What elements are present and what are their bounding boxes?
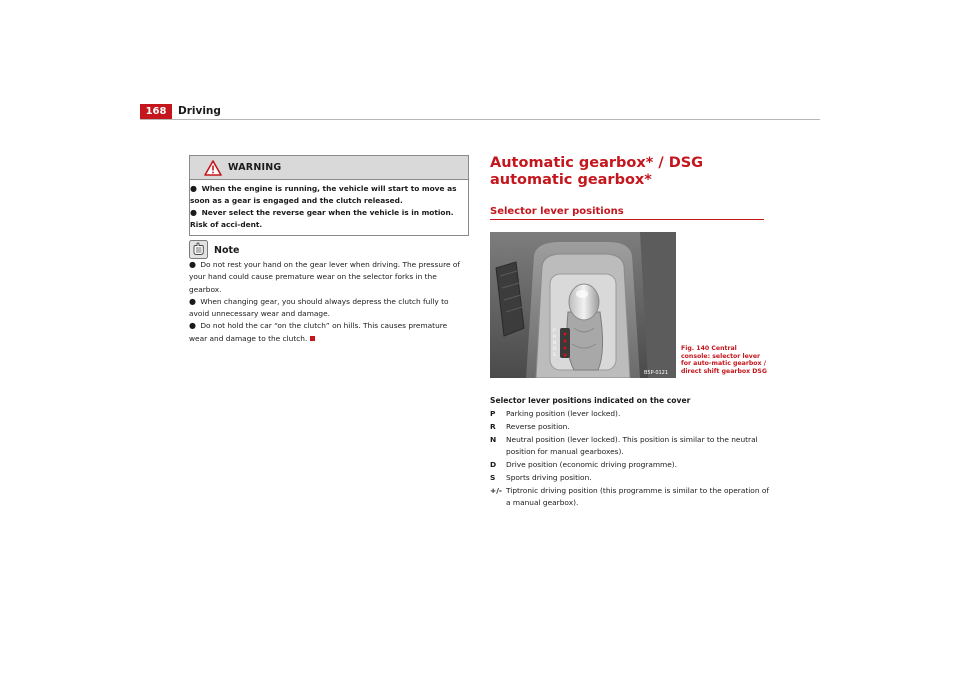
position-text: Sports driving position. [506, 472, 592, 482]
gear-selector-photo [490, 232, 676, 378]
warning-header [190, 156, 468, 180]
positions-list [490, 408, 772, 510]
figure-code: B5P-0121 [644, 370, 669, 376]
list-item [490, 421, 772, 433]
position-key: R [490, 422, 496, 432]
position-key: +/- [490, 486, 502, 496]
position-text: Parking position (lever locked). [506, 409, 621, 418]
position-key: D [490, 459, 497, 469]
lever-mark-d: D [553, 347, 557, 352]
warning-box [189, 155, 469, 236]
section-subtitle: Selector lever positions [490, 206, 624, 217]
lever-mark-n: N [553, 341, 557, 346]
figure-caption: Fig. 140 Central console: selector lever for auto-matic gearbox / direct shift gearbox DSG [681, 345, 767, 375]
end-of-section-icon [310, 336, 315, 341]
warning-title: WARNING [228, 162, 282, 173]
bullet-icon: ● [189, 321, 196, 331]
bullet-icon: ● [190, 184, 197, 193]
bullet-icon: ● [189, 296, 196, 306]
warning-item [190, 183, 464, 207]
note-icon [189, 240, 208, 259]
warning-item-text: When the engine is running, the vehicle will start to move as soon as a gear is engaged and the clutch released. [190, 184, 457, 205]
note-item [189, 296, 467, 321]
section-title: Automatic gearbox* / DSG automatic gearbox* [490, 155, 704, 188]
position-key: P [490, 409, 496, 418]
lever-mark-r: R [553, 335, 557, 340]
page-number: 168 [140, 104, 172, 119]
note-item-text: When changing gear, you should always depress the clutch fully to avoid unnecessary wear and damage. [189, 296, 449, 319]
note-item-text: Do not hold the car “on the clutch” on hills. This causes premature wear and damage to the clutch. [189, 321, 448, 343]
bullet-icon: ● [189, 260, 196, 269]
warning-triangle-icon [204, 160, 222, 176]
warning-item-text: Never select the reverse gear when the vehicle is in motion. Risk of acci-dent. [190, 208, 454, 229]
lever-mark-s: S [553, 353, 556, 358]
warning-item [190, 207, 464, 231]
lever-mark-p: P [553, 329, 556, 334]
note-title: Note [214, 245, 240, 256]
position-key: N [490, 435, 497, 445]
position-text: Reverse position. [506, 422, 570, 432]
note-body [189, 259, 467, 345]
list-item [490, 472, 772, 484]
note-item [189, 259, 467, 296]
chapter-title: Driving [178, 105, 221, 117]
header-rule [140, 119, 820, 120]
list-item [490, 485, 772, 508]
warning-body [190, 183, 464, 231]
note-item [189, 320, 467, 345]
list-item [490, 408, 772, 420]
position-key: S [490, 472, 496, 482]
bullet-icon: ● [190, 208, 197, 217]
note-item-text: Do not rest your hand on the gear lever when driving. The pressure of your hand could cause premature wear on the selector forks in the gearbox. [189, 260, 460, 294]
list-item [490, 459, 772, 471]
subtitle-rule [490, 219, 764, 220]
positions-heading: Selector lever positions indicated on the cover [490, 396, 691, 405]
position-text: Drive position (economic driving programme). [506, 459, 678, 469]
list-item [490, 434, 772, 457]
position-text: Tiptronic driving position (this programme is similar to the operation of a manual gearbox). [506, 486, 769, 507]
position-text: Neutral position (lever locked). This position is similar to the neutral position for manual gearboxes). [506, 435, 758, 456]
